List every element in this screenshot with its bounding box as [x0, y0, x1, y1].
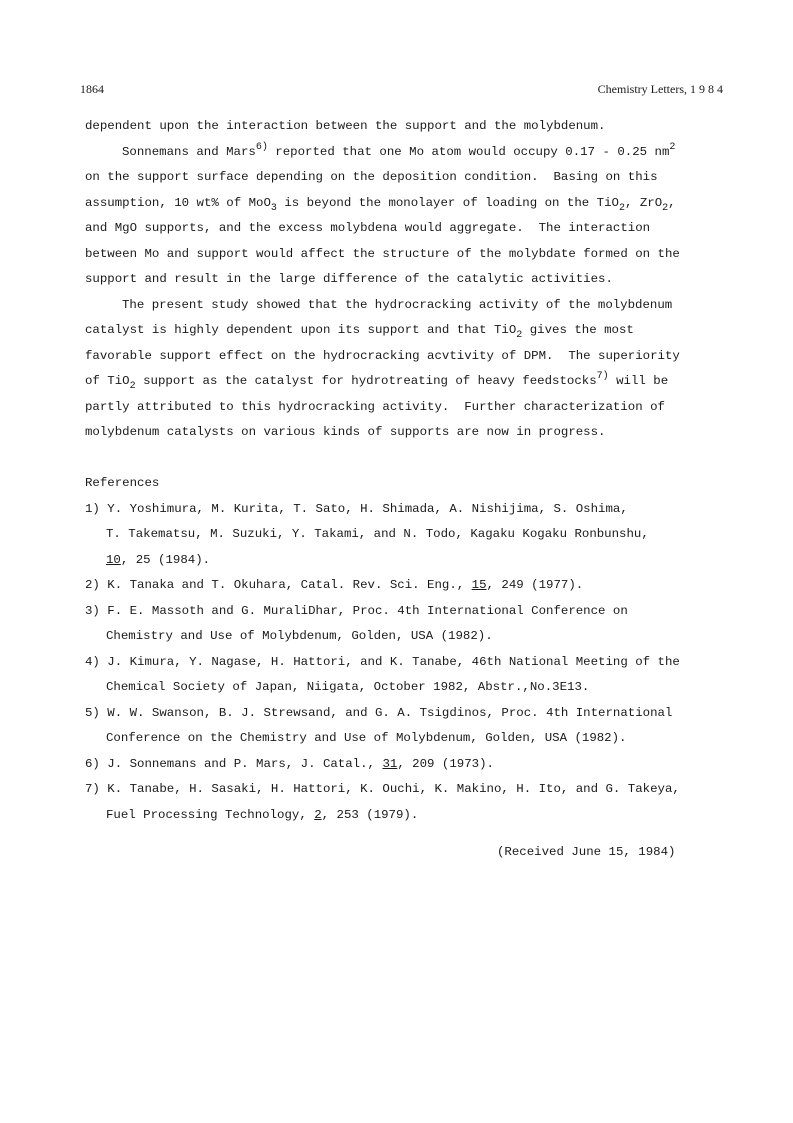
body-line: The present study showed that the hydrocracking activity of the molybdenum: [122, 298, 673, 312]
page-header: [80, 82, 723, 98]
reference-3: 3) F. E. Massoth and G. MuraliDhar, Proc. 4th International Conference on: [85, 604, 628, 618]
references-heading: References: [85, 476, 160, 490]
reference-7: 7) K. Tanabe, H. Sasaki, H. Hattori, K. Ouchi, K. Makino, H. Ito, and G. Takeya,: [85, 782, 680, 796]
body-line: support and result in the large difference of the catalytic activities.: [85, 272, 613, 286]
reference-1: 1) Y. Yoshimura, M. Kurita, T. Sato, H. Shimada, A. Nishijima, S. Oshima,: [85, 502, 628, 516]
journal-title: Chemistry Letters, 1 9 8 4: [597, 82, 723, 96]
reference-5-cont: Conference on the Chemistry and Use of Molybdenum, Golden, USA (1982).: [106, 731, 627, 745]
reference-2: 2) K. Tanaka and T. Okuhara, Catal. Rev. Sci. Eng., 15, 249 (1977).: [85, 578, 584, 592]
body-line: catalyst is highly dependent upon its support and that TiO$_2$ gives the most: [85, 323, 634, 341]
reference-7-cont: Fuel Processing Technology, 2, 253 (1979).: [106, 808, 419, 822]
reference-4: 4) J. Kimura, Y. Nagase, H. Hattori, and K. Tanabe, 46th National Meeting of the: [85, 655, 680, 669]
body-line: dependent upon the interaction between the support and the molybdenum.: [85, 119, 606, 133]
body-line: molybdenum catalysts on various kinds of supports are now in progress.: [85, 425, 606, 439]
body-line: on the support surface depending on the deposition condition. Basing on this: [85, 170, 658, 184]
page-number: 1864: [80, 82, 104, 96]
body-line: Sonnemans and Mars$^{6)}$ reported that one Mo atom would occupy 0.17 - 0.25 $nm^2$: [122, 142, 676, 159]
body-line: and MgO supports, and the excess molybdena would aggregate. The interaction: [85, 221, 651, 235]
reference-6: 6) J. Sonnemans and P. Mars, J. Catal., 31, 209 (1973).: [85, 757, 494, 771]
body-line: between Mo and support would affect the structure of the molybdate formed on the: [85, 247, 680, 261]
reference-1-cont: T. Takematsu, M. Suzuki, Y. Takami, and N. Todo, Kagaku Kogaku Ronbunshu,: [106, 527, 649, 541]
reference-1-cont: 10, 25 (1984).: [106, 553, 211, 567]
body-line: assumption, 10 wt% of MoO$_3$ is beyond the monolayer of loading on the TiO$_2$, ZrO$_2$,: [85, 196, 676, 214]
reference-4-cont: Chemical Society of Japan, Niigata, October 1982, Abstr.,No.3E13.: [106, 680, 590, 694]
reference-5: 5) W. W. Swanson, B. J. Strewsand, and G. A. Tsigdinos, Proc. 4th International: [85, 706, 673, 720]
reference-3-cont: Chemistry and Use of Molybdenum, Golden, USA (1982).: [106, 629, 493, 643]
received-date: (Received June 15, 1984): [497, 845, 676, 859]
body-line: partly attributed to this hydrocracking activity. Further characterization of: [85, 400, 665, 414]
body-line: favorable support effect on the hydrocracking acvtivity of DPM. The superiority: [85, 349, 680, 363]
body-line: of TiO$_2$ support as the catalyst for hydrotreating of heavy feedstocks$^{7)}$ will be: [85, 371, 669, 392]
